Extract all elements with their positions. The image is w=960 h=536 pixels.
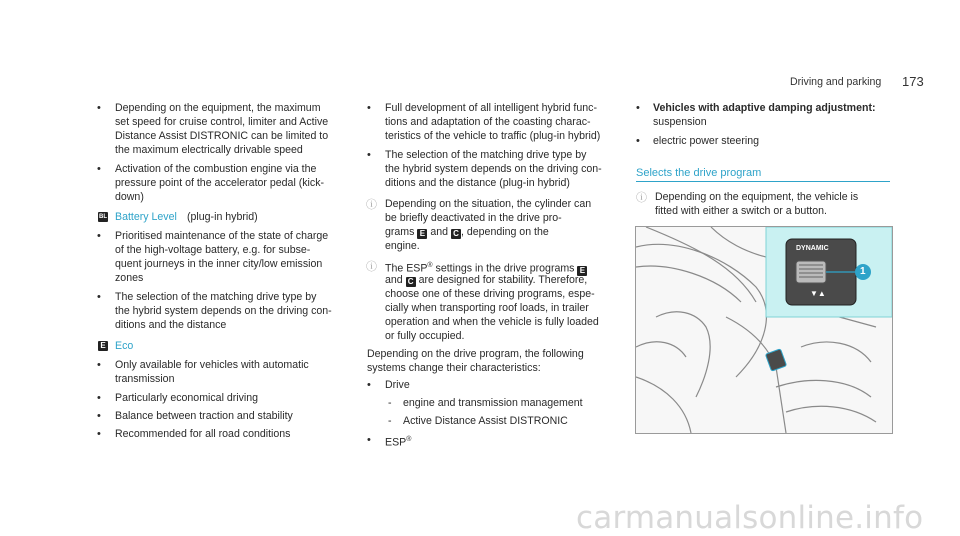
info-icon: ⓘ	[636, 192, 647, 204]
text-line: the hybrid system depends on the driving con-	[115, 305, 332, 317]
text-line: Active Distance Assist DISTRONIC	[403, 415, 568, 427]
text-line: fitted with either a switch or a button.	[655, 205, 827, 217]
text-line: The selection of the matching drive type by	[385, 149, 587, 161]
text-line: transmission	[115, 373, 175, 385]
text-line: choose one of these driving programs, espe-	[385, 288, 595, 300]
comfort-key-icon: C	[451, 229, 461, 239]
bullet: •	[97, 230, 101, 242]
registered-mark: ®	[427, 262, 433, 269]
text-line: quent journeys in the inner city/low emission	[115, 258, 323, 270]
text-span: are designed for stability. Therefore,	[418, 274, 588, 286]
text-line: be briefly deactivated in the drive pro-	[385, 212, 562, 224]
text-line: Recommended for all road conditions	[115, 428, 291, 440]
running-header: Driving and parking	[790, 76, 882, 88]
text-line: systems change their characteristics:	[367, 362, 541, 374]
section-title: Selects the drive program	[636, 167, 762, 179]
text-line: tions and adaptation of the coasting charac-	[385, 116, 591, 128]
bullet: •	[367, 379, 371, 391]
eco-title: Eco	[115, 340, 134, 352]
bullet: •	[97, 428, 101, 440]
bullet: •	[636, 102, 640, 114]
text-span: , depending on the	[460, 226, 549, 238]
text-line: pressure point of the accelerator pedal (kick-	[115, 177, 325, 189]
eco-key-icon: E	[417, 229, 427, 239]
text-line	[385, 273, 587, 287]
switch-arrows: ▼▲	[810, 289, 826, 298]
text-line: engine.	[385, 240, 420, 252]
bullet: •	[97, 163, 101, 175]
text-line: Full development of all intelligent hybrid func-	[385, 102, 597, 114]
bullet: •	[97, 291, 101, 303]
text-line: Depending on the equipment, the maximum	[115, 102, 321, 114]
eco-key-icon: E	[98, 341, 108, 351]
text-span: and	[385, 274, 403, 286]
cockpit-illustration	[636, 227, 892, 433]
bullet: •	[97, 359, 101, 371]
dash: -	[388, 415, 392, 427]
text-line: Balance between traction and stability	[115, 410, 293, 422]
eco-key-icon: E	[577, 266, 587, 276]
bullet: •	[367, 149, 371, 161]
info-icon: ⓘ	[366, 199, 377, 211]
bullet: •	[636, 135, 640, 147]
text-line: ditions and the distance	[115, 319, 227, 331]
text-line: of the high-voltage battery, e.g. for subse-	[115, 244, 311, 256]
text-line: electric power steering	[653, 135, 759, 147]
text-line: teristics of the vehicle to traffic (plug-in hybrid)	[385, 130, 601, 142]
text-line: cially when transporting roof loads, in trailer	[385, 302, 589, 314]
text-span: and	[430, 226, 449, 238]
text-span: The ESP	[385, 262, 428, 275]
info-icon: ⓘ	[366, 261, 377, 273]
text-line: Distance Assist DISTRONIC can be limited to	[115, 130, 329, 142]
battery-level-title: Battery Level	[115, 211, 177, 223]
text-line: Vehicles with adaptive damping adjustment:	[653, 102, 876, 114]
callout-number: 1	[860, 266, 866, 277]
page-number: 173	[902, 74, 924, 89]
drive-program-switch-figure	[635, 226, 893, 434]
text-line: Depending on the equipment, the vehicle is	[655, 191, 859, 203]
text-line: the maximum electrically drivable speed	[115, 144, 303, 156]
comfort-key-icon: C	[406, 277, 416, 287]
text-line: ditions and the distance (plug-in hybrid)	[385, 177, 570, 189]
text-line: Prioritised maintenance of the state of charge	[115, 230, 329, 242]
dash: -	[388, 397, 392, 409]
text-line: Particularly economical driving	[115, 392, 259, 404]
text-line: the hybrid system depends on the driving con-	[385, 163, 602, 175]
battery-level-key-icon: BL	[99, 214, 107, 220]
text-line: engine and transmission management	[403, 397, 583, 409]
text-line: or fully occupied.	[385, 330, 465, 342]
text-span: ESP	[385, 436, 407, 449]
battery-level-suffix: (plug-in hybrid)	[187, 211, 258, 223]
text-line: The selection of the matching drive type by	[115, 291, 317, 303]
text-span: grams	[385, 226, 415, 238]
text-line: suspension	[653, 116, 707, 128]
text-line: Depending on the drive program, the following	[367, 348, 584, 360]
bullet: •	[97, 410, 101, 422]
text-line	[385, 225, 549, 239]
section-rule	[636, 181, 890, 182]
text-line: Activation of the combustion engine via the	[115, 163, 317, 175]
registered-mark: ®	[406, 436, 412, 443]
text-line: operation and when the vehicle is fully loaded	[385, 316, 599, 328]
watermark: carmanualsonline.info	[576, 500, 924, 536]
text-line: down)	[115, 191, 144, 203]
switch-label: DYNAMIC	[796, 245, 829, 252]
text-line: Depending on the situation, the cylinder can	[385, 198, 592, 210]
bullet: •	[367, 102, 371, 114]
bullet: •	[97, 392, 101, 404]
bullet: •	[97, 102, 101, 114]
text-line: set speed for cruise control, limiter and Active	[115, 116, 329, 128]
bullet: •	[367, 434, 371, 446]
text-line	[385, 433, 411, 450]
text-line: zones	[115, 272, 144, 284]
text-line: Drive	[385, 379, 410, 391]
text-line: Only available for vehicles with automatic	[115, 359, 309, 371]
text-span: settings in the drive programs	[432, 262, 575, 275]
